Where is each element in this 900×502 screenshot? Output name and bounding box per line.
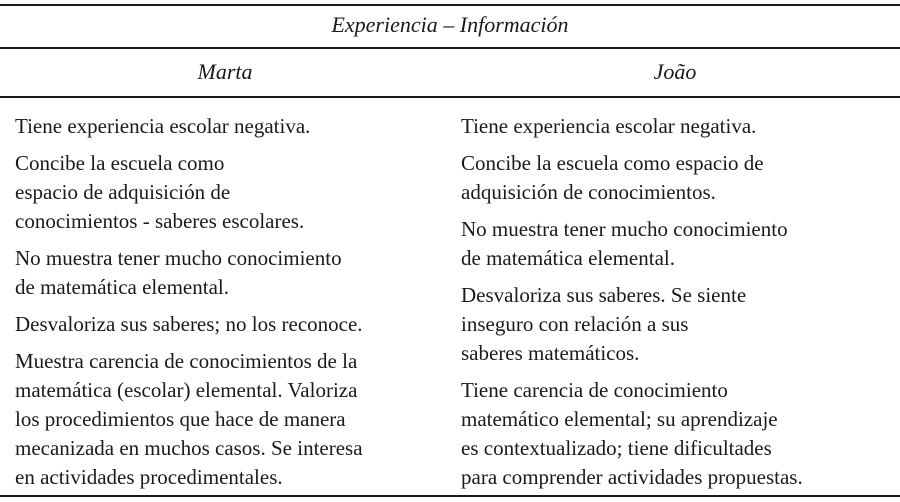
entry-line: en actividades procedimentales. (15, 465, 283, 489)
entry-line: adquisición de conocimientos. (461, 180, 716, 204)
joao-entry (461, 215, 893, 273)
entry-line: de matemática elemental. (461, 246, 675, 270)
entry-line: Desvaloriza sus saberes; no los reconoce. (15, 312, 363, 336)
header-rule (0, 96, 900, 98)
marta-entry (15, 244, 445, 302)
entry-line: Muestra carencia de conocimientos de la (15, 349, 358, 373)
entry-line: matemático elemental; su aprendizaje (461, 407, 778, 431)
entry-line: Concibe la escuela como (15, 151, 225, 175)
marta-entry (15, 347, 445, 492)
marta-column (15, 112, 445, 500)
entry-line: los procedimientos que hace de manera (15, 407, 346, 431)
entry-line: saberes matemáticos. (461, 341, 640, 365)
joao-entry (461, 112, 893, 141)
marta-entry (15, 112, 445, 141)
marta-entry (15, 149, 445, 236)
entry-line: No muestra tener mucho conocimiento (461, 217, 788, 241)
joao-entry (461, 149, 893, 207)
entry-line: es contextualizado; tiene dificultades (461, 436, 772, 460)
joao-entry (461, 376, 893, 492)
entry-line: Concibe la escuela como espacio de (461, 151, 764, 175)
entry-line: de matemática elemental. (15, 275, 229, 299)
joao-entry (461, 281, 893, 368)
column-header-joao: João (653, 59, 697, 84)
entry-line: mecanizada en muchos casos. Se interesa (15, 436, 363, 460)
entry-line: conocimientos - saberes escolares. (15, 209, 305, 233)
entry-line: No muestra tener mucho conocimiento (15, 246, 342, 270)
bottom-rule (0, 495, 900, 497)
joao-column (461, 112, 893, 500)
entry-line: Tiene experiencia escolar negativa. (461, 114, 757, 138)
entry-line: Desvaloriza sus saberes. Se siente (461, 283, 747, 307)
title-rule (0, 47, 900, 49)
entry-line: espacio de adquisición de (15, 180, 231, 204)
table-title: Experiencia – Información (331, 12, 569, 37)
entry-line: matemática (escolar) elemental. Valoriza (15, 378, 358, 402)
entry-line: para comprender actividades propuestas. (461, 465, 803, 489)
column-header-marta: Marta (197, 59, 253, 84)
entry-line: inseguro con relación a sus (461, 312, 689, 336)
top-rule (0, 4, 900, 6)
entry-line: Tiene carencia de conocimiento (461, 378, 728, 402)
marta-entry (15, 310, 445, 339)
entry-line: Tiene experiencia escolar negativa. (15, 114, 311, 138)
